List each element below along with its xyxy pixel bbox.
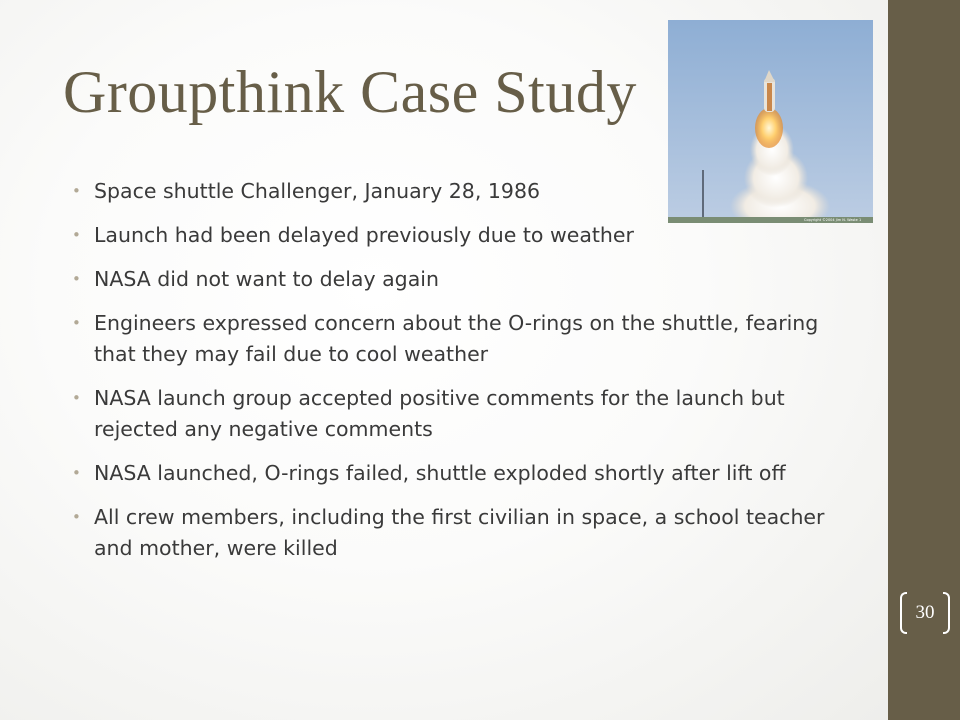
bullet-dot-icon: • xyxy=(72,464,81,482)
bullet-text: Space shuttle Challenger, January 28, 1986 xyxy=(94,179,541,203)
list-item xyxy=(72,176,852,207)
page-number: 30 xyxy=(915,602,935,623)
bullet-text: Launch had been delayed previously due to weather xyxy=(94,223,634,247)
bullet-dot-icon: • xyxy=(72,314,81,332)
list-item xyxy=(72,502,852,564)
slide-title: Groupthink Case Study xyxy=(63,59,637,125)
bullet-text: NASA did not want to delay again xyxy=(94,267,439,291)
bullet-text: NASA launched, O-rings failed, shuttle exploded shortly after lift off xyxy=(94,461,786,485)
bullet-dot-icon: • xyxy=(72,389,81,407)
list-item xyxy=(72,458,852,489)
bullet-dot-icon: • xyxy=(72,270,81,288)
list-item xyxy=(72,264,852,295)
bullet-dot-icon: • xyxy=(72,226,81,244)
list-item xyxy=(72,308,852,370)
list-item xyxy=(72,220,852,251)
page-number-badge xyxy=(900,592,950,634)
bullet-dot-icon: • xyxy=(72,508,81,526)
bullet-text: Engineers expressed concern about the O-rings on the shuttle, fearing that they may fail due to cool weather xyxy=(94,311,819,366)
bullet-dot-icon: • xyxy=(72,182,81,200)
bullet-text: All crew members, including the first civilian in space, a school teacher and mother, were killed xyxy=(94,505,825,560)
photo-credit: Copyright ©2004 Jim N. Waste 1 xyxy=(804,218,862,222)
bullet-text: NASA launch group accepted positive comments for the launch but rejected any negative comments xyxy=(94,386,785,441)
bullet-list xyxy=(72,176,852,577)
list-item xyxy=(72,383,852,445)
